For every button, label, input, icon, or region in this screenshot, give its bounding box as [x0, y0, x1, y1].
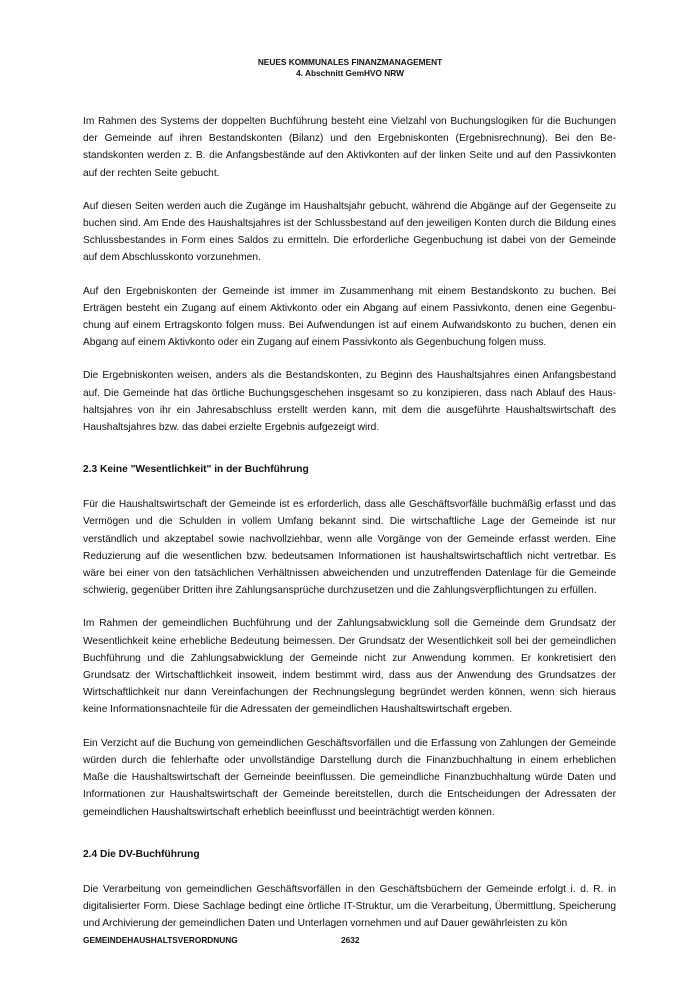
section-heading-2-4: 2.4 Die DV-Buchführung	[83, 848, 200, 860]
body-paragraph-1: Im Rahmen des Systems der doppelten Buchführung besteht eine Vielzahl von Buchungslogiken für die Buchungen der Gemeinde auf ihren Bestandskonten (Bilanz) und den Ergebniskonten (Ergebnisrechnung). Bei den Bestandskonten werden z. B. die Anfangsbestände auf den Aktivkonten auf der linken Seite und auf den Passivkonten auf der rechten Seite gebucht.	[83, 116, 616, 179]
page-header	[0, 57, 700, 79]
page-number: 2632	[341, 935, 360, 945]
section-2-3-paragraph-1: Für die Haushaltswirtschaft der Gemeinde ist es erforderlich, dass alle Geschäftsvorfälle buchmäßig erfasst und das Vermögen und die Schulden in vollem Umfang bekannt sind. Die wirtschaftliche Lage der Gemeinde ist nur verständlich und akzeptabel sowie nachvollziehbar, wenn alle Vorgänge von der Gemeinde erfasst werden. Eine Reduzierung auf die wesentlichen bzw. bedeutsamen Informationen ist haushaltswirtschaftlich nicht vertretbar. Es wäre bei einer von den tatsächlichen Verhältnissen abweichenden und unzutreffenden Datenlage für die Gemeinde schwierig, gegenüber Dritten ihre Zahlungsansprüche durchzusetzen und die Zahlungsverpflichtungen zu erfüllen.	[83, 499, 616, 597]
body-paragraph-4: Die Ergebniskonten weisen, anders als die Bestandskonten, zu Beginn des Haushaltsjahres einen Anfangsbestand auf. Die Gemeinde hat das örtliche Buchungsgeschehen insgesamt so zu konzipieren, dass nach Ablauf des Haushaltsjahres von ihr ein Jahresabschluss erstellt werden kann, mit dem die ausgeführte Haushaltswirtschaft des Haushaltsjahres bzw. das dabei erzielte Ergebnis aufgezeigt wird.	[83, 370, 616, 434]
body-paragraph-2: Auf diesen Seiten werden auch die Zugänge im Haushaltsjahr gebucht, während die Abgänge auf der Gegenseite zu buchen sind. Am Ende des Haushaltsjahres ist der Schlussbestand auf den jeweiligen Konten durch die Bildung eines Schlussbestandes in Form eines Saldos zu ermitteln. Die erforderliche Gegenbuchung ist dabei von der Gemeinde auf dem Abschlusskonto vorzunehmen.	[83, 200, 616, 264]
section-2-3-paragraph-3: Ein Verzicht auf die Buchung von gemeindlichen Geschäftsvorfällen und die Erfassung von Zahlungen der Gemeinde würden durch die fehlerhafte oder unvollständige Darstellung durch die Finanzbuchhaltung in einem erheblichen Maße die Haushaltswirtschaft der Gemeinde beeinflussen. Die gemeindliche Finanzbuchhaltung würde Daten und Informationen zur Haushaltswirtschaft der Gemeinde bereitstellen, durch die Entscheidungen der Adressaten der gemeindlichen Haushaltswirtschaft erheblich beeinflusst und beeinträchtigt werden können.	[83, 737, 616, 818]
header-subtitle: 4. Abschnitt GemHVO NRW	[296, 68, 404, 78]
footer-label: GEMEINDEHAUSHALTSVERORDNUNG	[83, 935, 238, 945]
section-heading-2-3: 2.3 Keine "Wesentlichkeit" in der Buchführung	[83, 464, 309, 476]
header-title: NEUES KOMMUNALES FINANZMANAGEMENT	[257, 57, 443, 67]
body-paragraph-3: Auf den Ergebniskonten der Gemeinde ist immer im Zusammenhang mit einem Bestandskonto zu buchen. Bei Erträgen besteht ein Zugang auf einem Aktivkonto oder ein Abgang auf einem Passivkonto, denen eine Gegenbuchung auf einem Ertragskonto folgen muss. Bei Aufwendungen ist auf einem Aufwandskonto zu buchen, denen ein Abgang auf einem Aktivkonto oder ein Zugang auf einem Passivkonto als Gegenbuchung folgen muss.	[83, 285, 616, 349]
main-content	[83, 113, 616, 932]
section-2-4-paragraph-1: Die Verarbeitung von gemeindlichen Geschäftsvorfällen in den Geschäftsbüchern der Gemeinde erfolgt i. d. R. in digitalisierter Form. Diese Sachlage bedingt eine örtliche IT-Struktur, um die Verarbeitung, Übermittlung, Speicherung und Archivierung der gemeindlichen Daten und Unterlagen vornehmen und auf Dauer gewährleisten zu kön	[83, 883, 616, 930]
section-2-3-paragraph-2: Im Rahmen der gemeindlichen Buchführung und der Zahlungsabwicklung soll die Gemeinde dem Grundsatz der Wesentlichkeit keine erhebliche Bedeutung beimessen. Der Grundsatz der Wesentlichkeit soll bei der gemeindlichen Buchführung und die Zahlungsabwicklung der Gemeinde nicht zur Anwendung kommen. Er konkretisiert den Grundsatz der Wirtschaftlichkeit insoweit, indem bestimmt wird, dass aus der Anwendung des Grundsatzes der Wirtschaftlichkeit nur dann Vereinfachungen der Rechnungslegung begründet werden können, wenn sich hieraus keine Informationsnachteile für die Adressaten der gemeindlichen Haushaltswirtschaft ergeben.	[83, 618, 616, 716]
